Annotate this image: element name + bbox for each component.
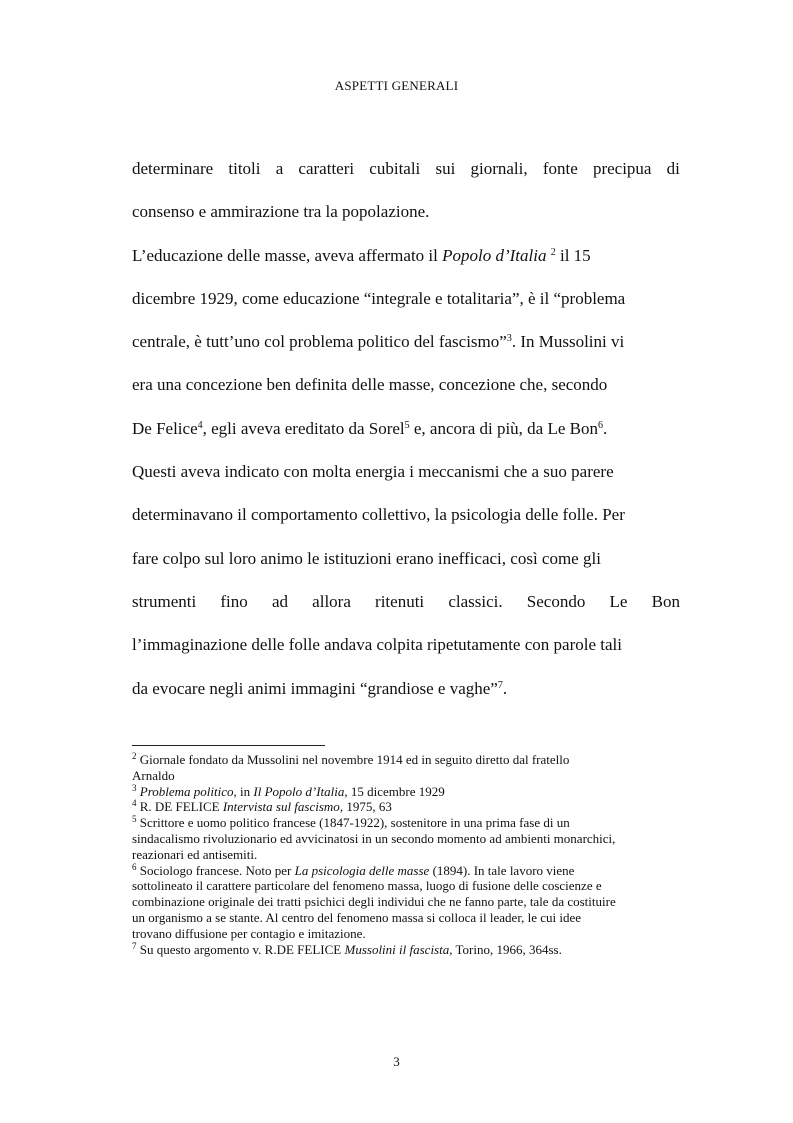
footnote-ref: 7 xyxy=(497,679,503,691)
text-line: era una concezione ben definita delle masse, concezione che, secondo xyxy=(132,375,608,395)
word: di xyxy=(666,159,680,178)
running-header: ASPETTI GENERALI xyxy=(334,78,459,93)
italic-title: Problema politico xyxy=(139,783,234,799)
text-line xyxy=(132,234,680,277)
text-span: , egli aveva ereditato da Sorel xyxy=(202,418,405,438)
text-line: dicembre 1929, come educazione “integrale e totalitaria”, è il “problema xyxy=(132,288,626,308)
word: Secondo xyxy=(526,591,586,611)
footnote-ref: 2 xyxy=(550,246,556,258)
footnote-6-cont: trovano diffusione per contagio e imitazione. xyxy=(132,925,366,941)
word: strumenti xyxy=(132,591,197,611)
footnote-5 xyxy=(132,815,692,831)
footnote-number: 3 xyxy=(132,782,137,793)
footnote-2-cont: Arnaldo xyxy=(132,767,175,783)
word: fonte xyxy=(542,159,578,178)
main-text xyxy=(132,147,680,710)
footnote-number: 6 xyxy=(132,861,137,872)
footnote-4 xyxy=(132,799,692,815)
footnote-3 xyxy=(132,784,692,800)
text-line: determinavano il comportamento collettivo, la psicologia delle folle. Per xyxy=(132,505,625,525)
footnote-2 xyxy=(132,752,692,768)
text-span: da evocare negli animi immagini “grandiose e vaghe” xyxy=(132,678,498,698)
text-line xyxy=(132,580,680,623)
text-span: L’educazione delle masse, aveva affermato il xyxy=(132,245,438,265)
footnote-ref: 3 xyxy=(506,333,512,345)
footnote-5-cont: sindacalismo rivoluzionario ed avvicinatosi in un secondo momento ad ambienti monarchici, xyxy=(132,830,616,846)
footnotes xyxy=(132,752,692,957)
word: titoli xyxy=(228,159,261,178)
footnote-ref: 6 xyxy=(598,419,603,431)
footnote-text: Su questo argomento v. R.DE FELICE xyxy=(139,941,345,957)
footnote-6 xyxy=(132,863,692,879)
footnote-text: R. DE FELICE xyxy=(139,799,220,815)
footnote-7 xyxy=(132,942,692,958)
word: determinare xyxy=(132,159,214,178)
footnote-6-cont: combinazione originale dei tratti psichici degli individui che ne fanno parte, tale da costituire xyxy=(132,894,616,910)
footnote-ref: 4 xyxy=(197,419,203,431)
footnote-number: 2 xyxy=(132,751,137,761)
word: Bon xyxy=(651,591,680,611)
word: ritenuti xyxy=(375,591,425,611)
word: ad xyxy=(271,591,288,611)
footnote-5-cont: reazionari ed antisemiti. xyxy=(132,846,258,862)
text-span: . xyxy=(603,418,608,438)
italic-title: La psicologia delle masse xyxy=(294,862,430,878)
footnote-text: , 1975, 63 xyxy=(339,799,392,815)
text-line xyxy=(132,667,680,710)
word: cubitali xyxy=(369,159,421,178)
word: allora xyxy=(312,591,351,611)
word: Le xyxy=(609,591,628,611)
text-line xyxy=(132,320,680,363)
word: a xyxy=(275,159,284,178)
footnote-text: Giornale fondato da Mussolini nel novembre 1914 ed in seguito diretto dal fratello xyxy=(139,752,570,767)
text-span: centrale, è tutt’uno col problema politico del fascismo” xyxy=(132,332,507,352)
footnote-6-cont: sottolineato il carattere particolare del fenomeno massa, luogo di fusione delle coscienze e xyxy=(132,878,602,894)
word: caratteri xyxy=(298,159,355,178)
footnote-text: Sociologo francese. Noto per xyxy=(139,862,295,878)
text-line: consenso e ammirazione tra la popolazione. xyxy=(132,202,430,222)
footnote-number: 4 xyxy=(132,798,137,809)
italic-title: Il Popolo d’Italia xyxy=(253,783,345,799)
text-span: e, ancora di più, da Le Bon xyxy=(413,418,598,438)
footnote-text: Scrittore e uomo politico francese (1847-1922), sostenitore in una prima fase di un xyxy=(139,815,570,831)
footnote-text: (1894). In tale lavoro viene xyxy=(429,862,575,878)
text-line: Questi aveva indicato con molta energia i meccanismi che a suo parere xyxy=(132,462,614,482)
text-span: il 15 xyxy=(559,245,591,265)
text-line: fare colpo sul loro animo le istituzioni erano inefficaci, così come gli xyxy=(132,548,601,568)
word: sui xyxy=(435,159,456,178)
word: classici. xyxy=(448,591,503,611)
text-span: . In Mussolini vi xyxy=(511,332,625,352)
italic-title: Mussolini il fascista xyxy=(344,941,450,957)
footnote-number: 7 xyxy=(132,940,137,951)
text-line: l’immaginazione delle folle andava colpita ripetutamente con parole tali xyxy=(132,635,622,655)
word: precipua xyxy=(592,159,652,178)
text-line xyxy=(132,147,680,190)
text-span: De Felice xyxy=(132,418,198,438)
footnote-text: , Torino, 1966, 364ss. xyxy=(449,941,562,957)
footnote-number: 5 xyxy=(132,814,137,825)
footnote-separator xyxy=(132,745,325,746)
text-line xyxy=(132,407,680,450)
footnote-text: , 15 dicembre 1929 xyxy=(344,783,445,799)
text-span: . xyxy=(502,678,508,698)
page-number: 3 xyxy=(393,1054,400,1069)
footnote-6-cont: un organismo a se stante. Al centro del fenomeno massa si colloca il leader, le cui idee xyxy=(132,909,582,925)
italic-title: Intervista sul fascismo xyxy=(222,799,340,815)
footnote-text: , in xyxy=(233,783,254,799)
word: fino xyxy=(220,591,248,611)
italic-title: Popolo d’Italia xyxy=(442,245,547,265)
word: giornali, xyxy=(470,159,528,178)
footnote-ref: 5 xyxy=(404,419,410,431)
